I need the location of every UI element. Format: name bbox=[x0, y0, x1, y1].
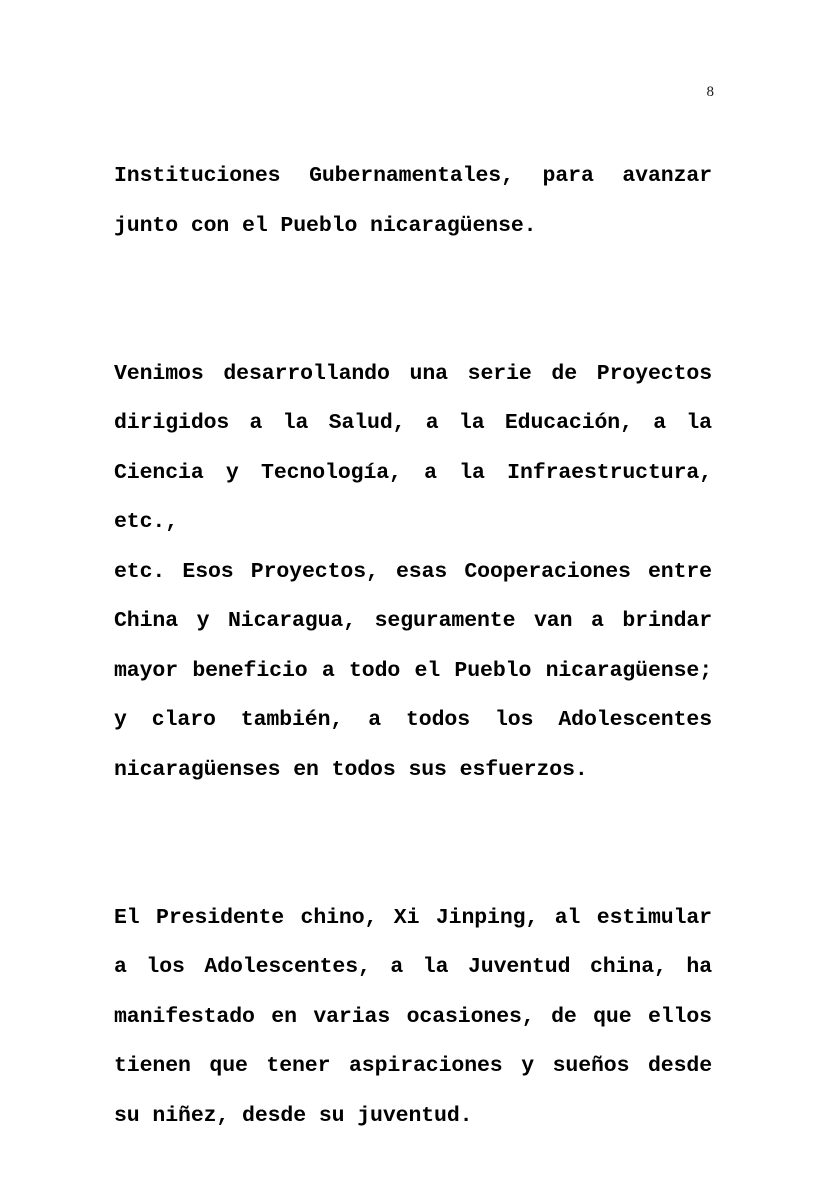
paragraph-1 bbox=[114, 152, 712, 301]
text-line: etc. Esos Proyectos, esas Cooperaciones entre bbox=[114, 559, 712, 584]
text-line: mayor beneficio a todo el Pueblo nicaragüense; bbox=[114, 658, 712, 683]
text-line: Venimos desarrollando una serie de Proyectos bbox=[114, 361, 712, 386]
text-line: tienen que tener aspiraciones y sueños desde bbox=[114, 1054, 712, 1078]
paragraph-2 bbox=[114, 350, 712, 845]
text-line: Ciencia y Tecnología, a la Infraestructura, etc., bbox=[114, 460, 712, 534]
text-line: Instituciones Gubernamentales, para avanzar bbox=[114, 164, 712, 188]
text-line: junto con el Pueblo nicaragüense. bbox=[114, 213, 537, 238]
text-line: dirigidos a la Salud, a la Educación, a la bbox=[114, 411, 712, 435]
paragraph-3 bbox=[114, 894, 712, 1191]
page-number: 8 bbox=[706, 84, 714, 100]
text-line: manifestado en varias ocasiones, de que ellos bbox=[114, 1004, 712, 1029]
text-line: China y Nicaragua, seguramente van a brindar bbox=[114, 609, 712, 633]
text-line: nicaragüenses en todos sus esfuerzos. bbox=[114, 757, 588, 782]
text-line: y claro también, a todos los Adolescentes bbox=[114, 708, 712, 732]
text-line: El Presidente chino, Xi Jinping, al estimular bbox=[114, 905, 712, 930]
text-line: su niñez, desde su juventud. bbox=[114, 1103, 473, 1128]
document-body bbox=[114, 152, 712, 1191]
text-line: a los Adolescentes, a la Juventud china, ha bbox=[114, 955, 712, 979]
